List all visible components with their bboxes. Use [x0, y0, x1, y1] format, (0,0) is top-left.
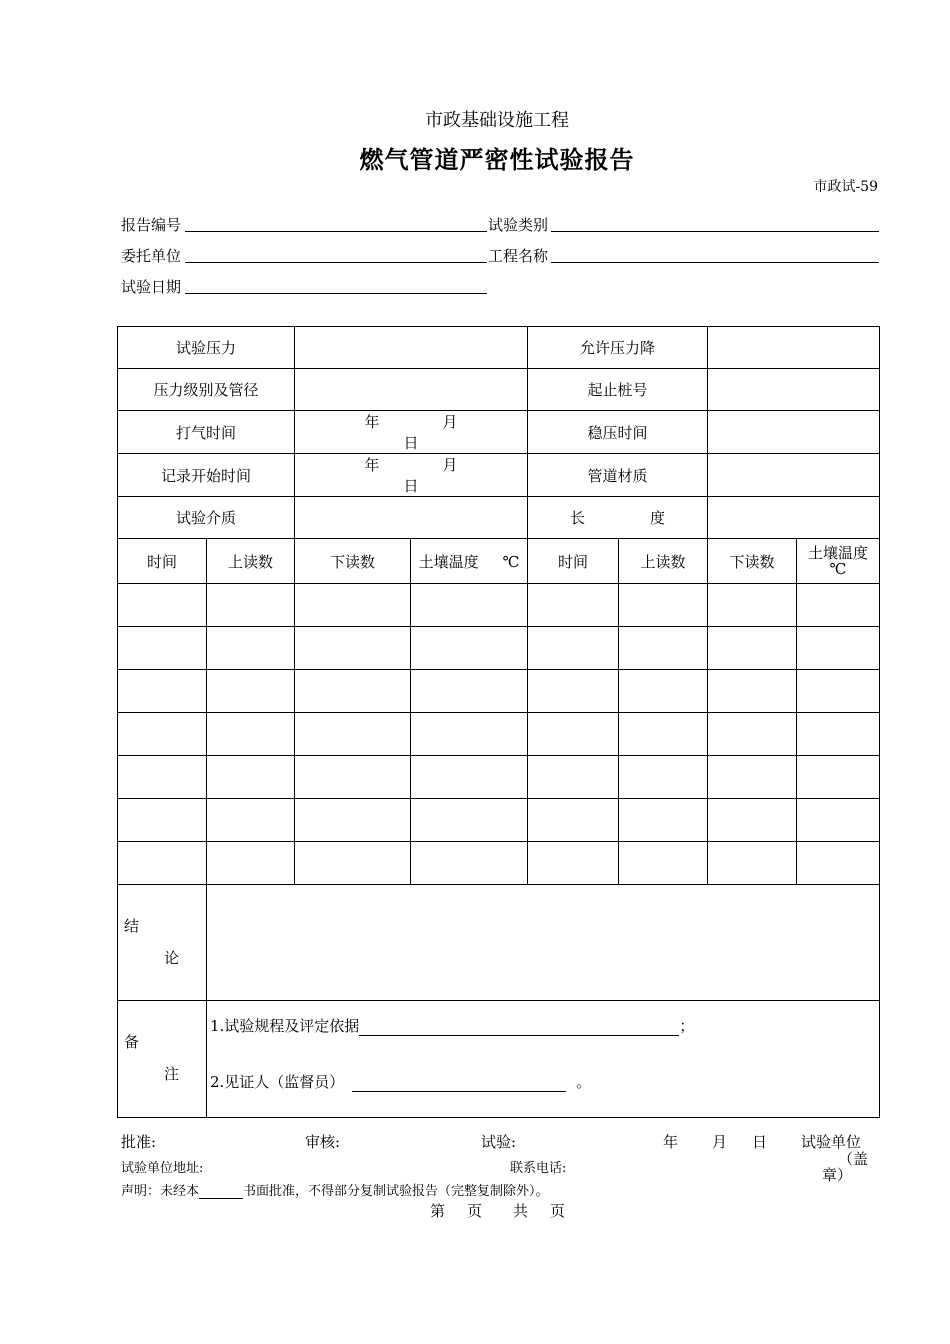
inflate-time-value[interactable] [295, 411, 528, 454]
stake-range-label: 起止桩号 [528, 369, 708, 411]
project-name-label: 工程名称 [488, 247, 549, 265]
stake-range-value[interactable] [708, 369, 880, 411]
footer-month: 月 [712, 1133, 728, 1151]
year-label: 年 [364, 413, 380, 431]
pressure-class-label: 压力级别及管径 [118, 369, 295, 411]
test-date-label: 试验日期 [121, 278, 182, 296]
day-label: 日 [403, 434, 419, 452]
report-table [117, 326, 880, 1118]
test-pressure-label: 试验压力 [118, 327, 295, 369]
phone-label: 联系电话: [510, 1161, 567, 1176]
table-row [118, 756, 880, 799]
remarks-label: 备 注 [118, 1001, 207, 1118]
table-row [118, 842, 880, 885]
medium-value[interactable] [295, 497, 528, 539]
witness-field[interactable] [352, 1077, 566, 1092]
table-row [118, 584, 880, 627]
page-label-3: 共 [513, 1202, 529, 1220]
test-label: 试验: [481, 1133, 517, 1151]
review-label: 审核: [305, 1133, 341, 1151]
note-witness: 2.见证人（监督员） 。 [210, 1073, 592, 1091]
unit-seal-3: 章） [822, 1166, 853, 1184]
table-row [118, 670, 880, 713]
approve-label: 批准: [121, 1133, 157, 1151]
length-value[interactable] [708, 497, 880, 539]
test-type-field[interactable] [551, 231, 879, 232]
table-row [118, 627, 880, 670]
remarks-field [207, 1001, 880, 1118]
report-no-field[interactable] [185, 231, 487, 232]
inflate-time-label: 打气时间 [118, 411, 295, 454]
project-name-field[interactable] [551, 262, 879, 263]
table-row [118, 713, 880, 756]
allowed-drop-label: 允许压力降 [528, 327, 708, 369]
col-header-lower-2: 下读数 [708, 539, 797, 584]
table-row [118, 799, 880, 842]
allowed-drop-value[interactable] [708, 327, 880, 369]
pipe-material-value[interactable] [708, 454, 880, 497]
col-header-soil-temp: 土壤温度 ℃ [411, 539, 528, 584]
statement: 声明：未经本 书面批准，不得部分复制试验报告（完整复制除外）。 [121, 1184, 549, 1199]
report-no-label: 报告编号 [121, 216, 182, 234]
client-label: 委托单位 [121, 247, 182, 265]
pipe-material-label: 管道材质 [528, 454, 708, 497]
statement-blank[interactable] [199, 1186, 243, 1199]
stable-time-value[interactable] [708, 411, 880, 454]
col-header-upper-2: 上读数 [619, 539, 708, 584]
test-pressure-value[interactable] [295, 327, 528, 369]
pressure-class-value[interactable] [295, 369, 528, 411]
day-label: 日 [403, 477, 419, 495]
page-label-2: 页 [467, 1202, 483, 1220]
length-label: 长 度 [528, 497, 708, 539]
page-label-4: 页 [550, 1202, 566, 1220]
stable-time-label: 稳压时间 [528, 411, 708, 454]
col-header-soil-temp-2: 土壤温度 ℃ [797, 539, 880, 584]
unit-seal: 试验单位 [801, 1133, 862, 1151]
medium-label: 试验介质 [118, 497, 295, 539]
col-header-time: 时间 [118, 539, 207, 584]
year-label: 年 [364, 456, 380, 474]
record-start-value[interactable] [295, 454, 528, 497]
record-start-label: 记录开始时间 [118, 454, 295, 497]
col-header-time-2: 时间 [528, 539, 619, 584]
unit-seal-2: （盖 [838, 1150, 869, 1168]
footer-year: 年 [663, 1133, 679, 1151]
client-field[interactable] [185, 262, 487, 263]
page-title: 燃气管道严密性试验报告 [359, 145, 635, 174]
month-label: 月 [442, 413, 458, 431]
standard-field[interactable] [359, 1021, 679, 1036]
super-title: 市政基础设施工程 [425, 110, 569, 131]
col-header-upper: 上读数 [207, 539, 295, 584]
month-label: 月 [442, 456, 458, 474]
test-date-field[interactable] [185, 293, 487, 294]
page-label-1: 第 [430, 1202, 446, 1220]
conclusion-field[interactable] [207, 885, 880, 1001]
note-standard: 1.试验规程及评定依据 ； [210, 1017, 695, 1035]
address-label: 试验单位地址: [121, 1161, 204, 1176]
col-header-lower: 下读数 [295, 539, 411, 584]
footer-day: 日 [752, 1133, 768, 1151]
conclusion-label: 结 论 [118, 885, 207, 1001]
test-type-label: 试验类别 [488, 216, 549, 234]
form-code: 市政试-59 [813, 179, 878, 195]
